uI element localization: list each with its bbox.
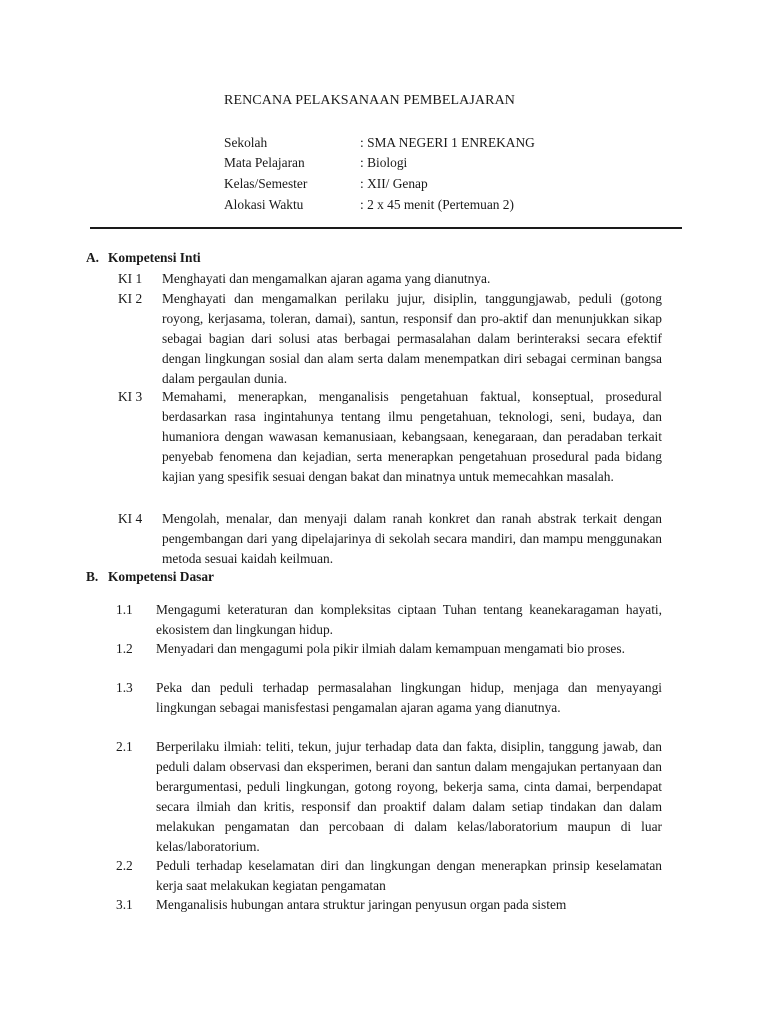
kd-text: Menyadari dan mengagumi pola pikir ilmiah dalam kemampuan mengamati bio proses. <box>156 641 625 656</box>
kd-number: 3.1 <box>116 897 133 912</box>
identity-label: Mata Pelajaran <box>224 155 305 170</box>
ki-text: Menghayati dan mengamalkan ajaran agama yang dianutnya. <box>162 271 491 286</box>
kd-number: 2.1 <box>116 739 133 754</box>
document-title: RENCANA PELAKSANAAN PEMBELAJARAN <box>224 93 515 108</box>
kd-number: 1.1 <box>116 602 133 617</box>
identity-label: Kelas/Semester <box>224 176 308 191</box>
kd-number: 1.3 <box>116 680 133 695</box>
ki-number: KI 4 <box>118 511 143 526</box>
identity-value: : 2 x 45 menit (Pertemuan 2) <box>360 197 514 212</box>
ki-number: KI 1 <box>118 271 143 286</box>
ki-text: Memahami, menerapkan, menganalisis pengetahuan faktual, konseptual, prosedural berdasarkan rasa ingintahunya tentang ilmu pengetahuan, teknologi, seni, budaya, dan humaniora dengan wawasan kemanusiaan, kebangsaan, kenegaraan, dan peradaban terkait penyebab fenomena dan kejadian, serta menerapkan pengetahuan prosedural pada bidang kajian yang spesifik sesuai dengan bakat dan minatnya untuk memecahkan masalah. <box>162 389 662 484</box>
header-divider <box>90 227 682 229</box>
ki-number: KI 3 <box>118 389 143 404</box>
identity-value: : XII/ Genap <box>360 176 428 191</box>
identity-label: Sekolah <box>224 135 268 150</box>
section-letter: A. <box>86 250 100 265</box>
section-title: Kompetensi Dasar <box>108 569 215 584</box>
kd-number: 1.2 <box>116 641 133 656</box>
kd-text: Menganalisis hubungan antara struktur jaringan penyusun organ pada sistem <box>156 897 567 912</box>
kd-text: Berperilaku ilmiah: teliti, tekun, jujur terhadap data dan fakta, disiplin, tanggung jawab, dan peduli dalam observasi dan eksperimen, berani dan santun dalam mengajukan pertanyaan dan berargumentasi, peduli lingkungan, gotong royong, bekerja sama, cinta damai, berpendapat secara ilmiah dan kritis, responsif dan proaktif dalam dalam setiap tindakan dan dalam melakukan pengamatan dan percobaan di dalam kelas/laboratorium maupun di luar kelas/laboratorium. <box>156 739 662 854</box>
ki-text: Mengolah, menalar, dan menyaji dalam ranah konkret dan ranah abstrak terkait dengan pengembangan dari yang dipelajarinya di sekolah secara mandiri, dan mampu menggunakan metoda sesuai kaidah keilmuan. <box>162 511 662 566</box>
section-letter: B. <box>86 569 99 584</box>
ki-number: KI 2 <box>118 291 143 306</box>
kd-text: Peduli terhadap keselamatan diri dan lingkungan dengan menerapkan prinsip keselamatan kerja saat melakukan kegiatan pengamatan <box>156 858 662 893</box>
ki-text: Menghayati dan mengamalkan perilaku jujur, disiplin, tanggungjawab, peduli (gotong royong, kerjasama, toleran, damai), santun, responsif dan pro-aktif dan menunjukkan sikap sebagai bagian dari solusi atas berbagai permasalahan dalam berinteraksi secara efektif dengan lingkungan sosial dan alam serta dalam menempatkan diri sebagai cerminan bangsa dalam pergaulan dunia. <box>162 291 662 386</box>
identity-value: : Biologi <box>360 155 408 170</box>
kd-text: Peka dan peduli terhadap permasalahan lingkungan hidup, menjaga dan menyayangi lingkungan sebagai manisfestasi pengamalan ajaran agama yang dianutnya. <box>156 680 662 715</box>
identity-value: : SMA NEGERI 1 ENREKANG <box>360 135 535 150</box>
identity-label: Alokasi Waktu <box>224 197 304 212</box>
section-title: Kompetensi Inti <box>108 250 201 265</box>
kd-text: Mengagumi keteraturan dan kompleksitas ciptaan Tuhan tentang keanekaragaman hayati, ekosistem dan lingkungan hidup. <box>156 602 662 637</box>
kd-number: 2.2 <box>116 858 133 873</box>
